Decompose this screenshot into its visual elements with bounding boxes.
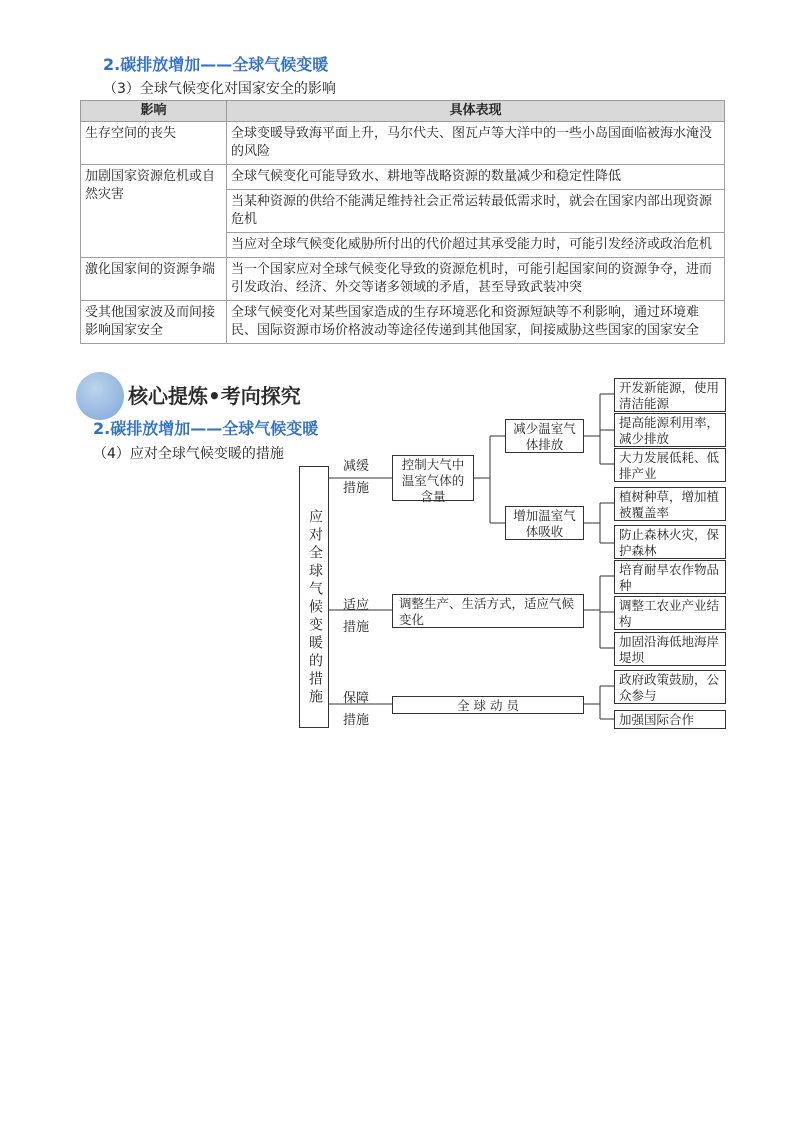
detail-cell: 全球变暖导致海平面上升，马尔代夫、图瓦卢等大洋中的一些小岛国面临被海水淹没的风险 — [227, 122, 725, 165]
label-guarantee: 保障措施 — [342, 691, 369, 728]
node-increase-absorption: 增加温室气体吸收 — [505, 506, 584, 540]
header-details: 具体表现 — [227, 101, 725, 122]
banner-title: 核心提炼•考向探究 — [128, 384, 301, 408]
leaf-industry-structure: 调整工农业产业结构 — [614, 596, 726, 630]
effect-cell: 生存空间的丧失 — [81, 122, 227, 165]
node-adjust-lifestyle: 调整生产、生活方式，适应气候变化 — [392, 594, 584, 628]
section-title-carbon-2: 2.碳排放增加——全球气候变暖 — [93, 419, 319, 438]
node-global-mobilization: 全 球 动 员 — [392, 696, 584, 714]
node-reduce-emission: 减少温室气体排放 — [505, 419, 584, 453]
leaf-efficiency: 提高能源利用率，减少排放 — [614, 413, 726, 447]
detail-cell: 全球气候变化对某些国家造成的生存环境恶化和资源短缺等不利影响，通过环境难民、国际资源市场价格波动等途径传递到其他国家，间接威胁这些国家的国家安全 — [227, 301, 725, 344]
effect-cell: 激化国家间的资源争端 — [81, 258, 227, 301]
leaf-coastal-dams: 加固沿海低地海岸堤坝 — [614, 632, 726, 666]
leaf-plant-trees: 植树种草，增加植被覆盖率 — [614, 487, 726, 521]
detail-cell: 全球气候变化可能导致水、耕地等战略资源的数量减少和稳定性降低 — [227, 165, 725, 190]
root-box: 应对全球气候变暖的措施 — [299, 466, 329, 728]
header-effect: 影响 — [81, 101, 227, 122]
subsection-title-security: （3）全球气候变化对国家安全的影响 — [103, 81, 336, 97]
leaf-drought-crops: 培育耐旱农作物品种 — [614, 560, 726, 594]
subsection-title-measures: （4）应对全球气候变暖的措施 — [93, 446, 284, 462]
leaf-government-policy: 政府政策鼓励，公众参与 — [614, 670, 726, 704]
label-mitigation: 减缓措施 — [342, 459, 369, 496]
effect-cell: 受其他国家波及而间接影响国家安全 — [81, 301, 227, 344]
node-control-ghg: 控制大气中温室气体的含量 — [392, 455, 474, 501]
detail-cell: 当一个国家应对全球气候变化导致的资源危机时，可能引起国家间的资源争夺，进而引发政治、经济、外交等诸多领域的矛盾，甚至导致武装冲突 — [227, 258, 725, 301]
leaf-low-emission-industry: 大力发展低耗、低排产业 — [614, 448, 726, 482]
label-adaptation: 适应措施 — [342, 598, 369, 635]
effect-cell: 加剧国家资源危机或自然灾害 — [81, 165, 227, 258]
section-title-carbon: 2.碳排放增加——全球气候变暖 — [103, 55, 329, 74]
detail-cell: 当某种资源的供给不能满足维持社会正常运转最低需求时，就会在国家内部出现资源危机 — [227, 190, 725, 233]
leaf-new-energy: 开发新能源，使用清洁能源 — [614, 378, 726, 412]
detail-cell: 当应对全球气候变化威胁所付出的代价超过其承受能力时，可能引发经济或政治危机 — [227, 233, 725, 258]
leaf-prevent-fire: 防止森林火灾，保护森林 — [614, 525, 726, 559]
leaf-international-cooperation: 加强国际合作 — [614, 710, 726, 729]
